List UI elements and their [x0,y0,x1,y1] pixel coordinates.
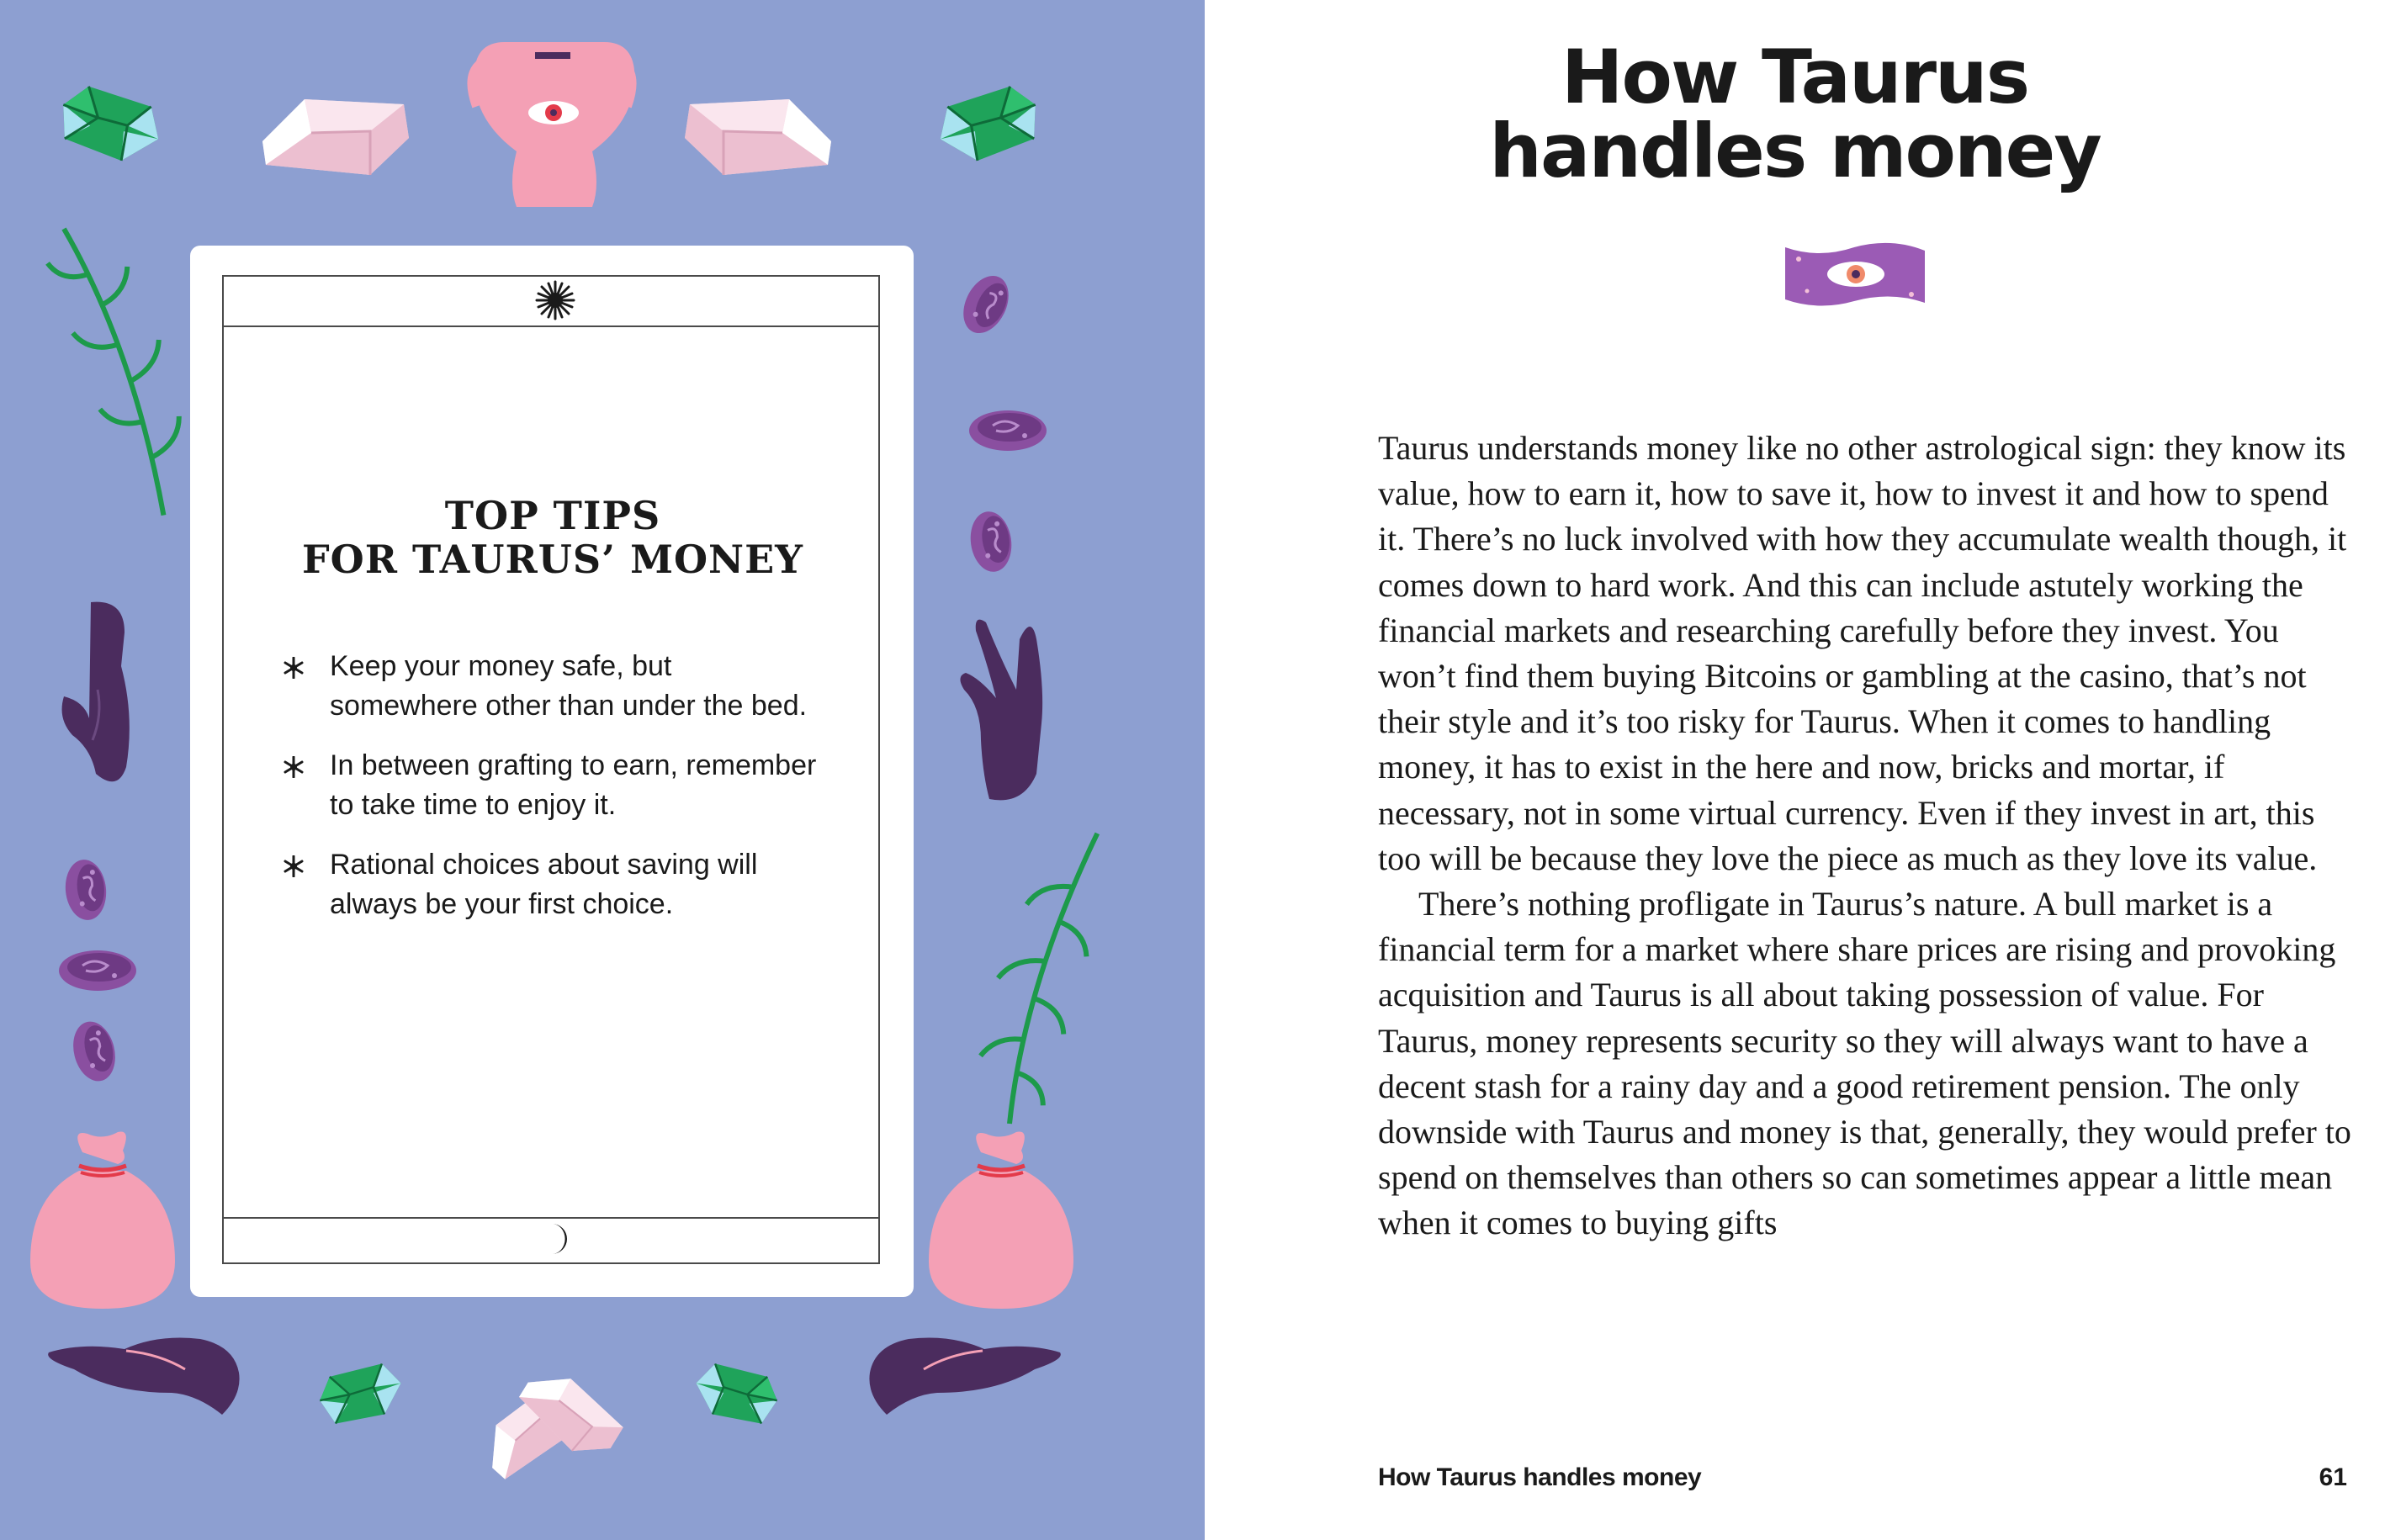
vase-icon [473,42,634,207]
star-bullet-icon [283,756,305,778]
page-number: 61 [2319,1463,2347,1491]
tip-item [283,746,821,825]
tip-text: Keep your money safe, but somewhere other than under the bed. [330,650,808,722]
right-page [1205,0,2385,1540]
tips-heading [224,494,882,581]
emerald-icon [315,1360,407,1428]
hand-icon [869,1338,1060,1416]
coin-icon [67,1017,121,1085]
money-bag-icon [929,1131,1073,1309]
article-paragraph: There’s nothing profligate in Taurus’s nature. A bull market is a financial term for a market where share prices are rising and provoking acquisition and Taurus is all about taking possession of value. For Taurus, money represents security so they will always want to have a decent stash for a rainy day and a good retirement pension. The only downside with Taurus and money is that, generally, they would prefer to spend on themselves than others so can sometimes appear a little mean when it comes to buying gifts [1378,885,2351,1242]
emerald-icon [931,81,1046,170]
article-paragraph: Taurus understands money like no other astrological sign: they know its value, how to earn it, how to save it, how to invest it and how to spend it. There’s no luck involved with how they accumulate wealth though, it comes down to hard work. And this can include astutely working the financial markets and researching carefully before they invest. You won’t find them buying Bitcoins or gambling at the casino, that’s not their style and it’s too risky for Taurus. When it comes to handling money, it has to exist in the here and now, bricks and mortar, if necessary, not in some virtual currency. Even if they invest in art, this too will be because they love the piece as much as they love its value. [1378,429,2347,877]
hand-icon [62,602,130,782]
tip-text: Rational choices about saving will always be your first choice. [330,849,758,920]
gold-bars-stack-icon [473,1359,628,1486]
title-line2: handles money [1489,108,2101,194]
coin-icon [62,858,109,923]
tips-card [190,246,914,1297]
title-line1: How Taurus [1561,34,2029,120]
star-bullet-icon [283,855,305,877]
running-footer-title: How Taurus handles money [1378,1463,1702,1491]
gold-bar-icon [685,99,831,175]
leaf-icon [40,212,205,527]
tips-heading-line2: FOR TAURUS’ MONEY [301,537,804,582]
star-bullet-icon [283,657,305,679]
tip-item [283,647,821,726]
coin-icon [969,410,1047,451]
leaf-icon [952,818,1137,1132]
star-icon [535,280,575,320]
article-body [1378,426,2354,1246]
tips-heading-line1: TOP TIPS [444,493,661,538]
divider [224,325,878,327]
coin-icon [59,950,136,991]
crescent-moon-icon [537,1220,574,1257]
divider [224,1217,878,1219]
tips-list [283,647,821,945]
coin-icon [955,268,1018,341]
money-bag-icon [30,1131,175,1309]
coin-icon [967,509,1015,574]
tip-text: In between grafting to earn, remember to take time to enjoy it. [330,749,817,821]
gold-bar-icon [262,99,409,175]
hand-icon [48,1338,239,1416]
emerald-icon [52,81,167,170]
page-title [1205,34,2385,194]
emerald-icon [690,1360,782,1428]
tips-frame [222,275,880,1264]
tip-item [283,845,821,924]
hand-icon [960,620,1042,801]
eye-banner-icon [1782,242,1928,310]
